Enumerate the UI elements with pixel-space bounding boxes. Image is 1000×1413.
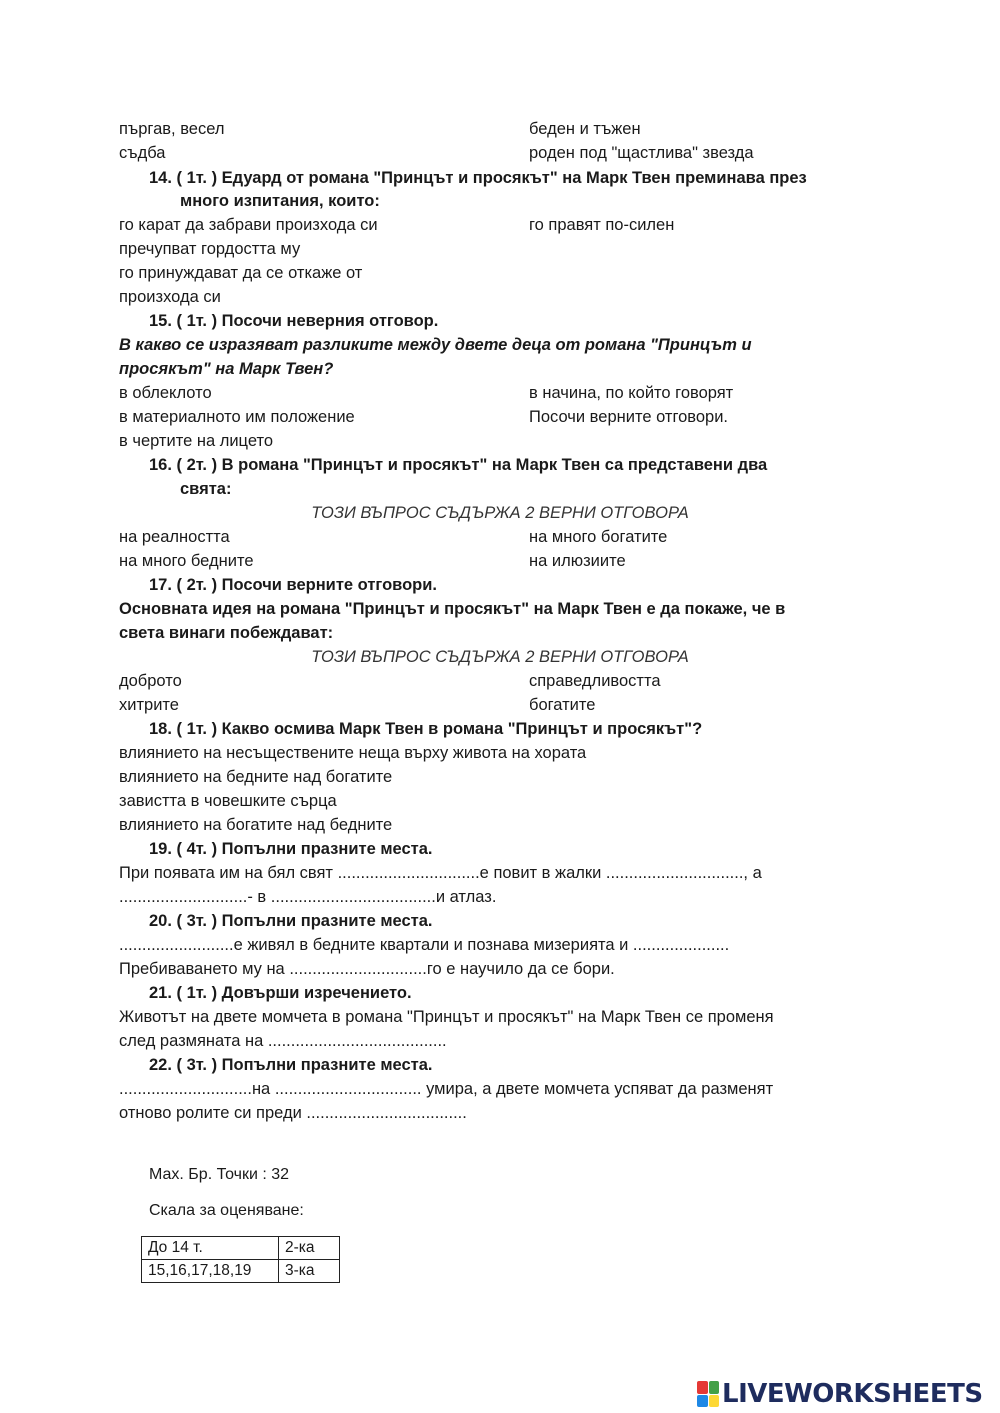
q21-text: Животът на двете момчета в романа "Принцът и просякът" на Марк Твен се променя [119,1008,774,1026]
question-14-header-cont: много изпитания, които: [180,192,380,210]
logo-square [709,1395,720,1408]
q14-option-b[interactable]: го правят по-силен [529,216,675,234]
q16-option-a[interactable]: на реалността [119,528,230,546]
grade-value-cell: 3-ка [279,1260,340,1283]
q17-note: ТОЗИ ВЪПРОС СЪДЪРЖА 2 ВЕРНИ ОТГОВОРА [311,648,689,666]
grading-scale-label: Скала за оценяване: [149,1202,304,1219]
q14-option-a[interactable]: го карат да забрави произхода си [119,216,378,234]
q16-option-b[interactable]: на много богатите [529,528,668,546]
question-21-header: 21. ( 1т. ) Довърши изречението. [149,984,412,1002]
liveworksheets-logo[interactable] [697,1378,983,1410]
q18-option[interactable]: влиянието на бедните над богатите [119,768,393,786]
option-left[interactable]: съдба [119,144,166,162]
grade-value-cell: 2-ка [279,1237,340,1260]
max-points: Мах. Бр. Точки : 32 [149,1166,290,1183]
question-18-header: 18. ( 1т. ) Какво осмива Марк Твен в романа "Принцът и просякът"? [149,720,703,738]
question-15-header: 15. ( 1т. ) Посочи неверния отговор. [149,312,439,330]
question-17-text: Основната идея на романа "Принцът и просякът" на Марк Твен е да покаже, че в [119,600,786,618]
liveworksheets-logo-icon [697,1381,719,1407]
q16-option-c[interactable]: на много бедните [119,552,254,570]
q18-option[interactable]: влиянието на богатите над бедните [119,816,393,834]
q17-option-a[interactable]: доброто [119,672,182,690]
q15-option-e[interactable]: в чертите на лицето [119,432,274,450]
option-right[interactable]: роден под "щастлива" звезда [529,144,754,162]
q16-note: ТОЗИ ВЪПРОС СЪДЪРЖА 2 ВЕРНИ ОТГОВОРА [311,504,689,522]
question-16-header: 16. ( 2т. ) В романа "Принцът и просякът" на Марк Твен са представени два [149,456,768,474]
question-16-header-cont: свята: [180,480,232,498]
grading-table [141,1236,340,1283]
question-20-header: 20. ( 3т. ) Попълни празните места. [149,912,433,930]
table-row [142,1237,340,1260]
q14-option-c[interactable]: пречупват гордостта му [119,240,301,258]
grade-range-cell: До 14 т. [142,1237,279,1260]
q15-option-d[interactable]: Посочи верните отговори. [529,408,729,426]
logo-square [709,1381,720,1394]
grade-range-cell: 15,16,17,18,19 [142,1260,279,1283]
q18-option[interactable]: влиянието на несъществените неща върху живота на хората [119,744,587,762]
question-15-text: В какво се изразяват разликите между двете деца от романа "Принцът и [119,336,752,354]
q20-fill-line[interactable]: Пребиваването му на ..............................го е научило да се бори. [119,960,615,978]
table-row [142,1260,340,1283]
q14-option-d-cont[interactable]: произхода си [119,288,221,306]
q18-option[interactable]: завистта в човешките сърца [119,792,337,810]
logo-square [697,1381,708,1394]
q14-option-d[interactable]: го принуждават да се откаже от [119,264,363,282]
q15-option-b[interactable]: в начина, по който говорят [529,384,734,402]
q19-fill-line[interactable]: ............................- в ....................................и атлаз. [119,888,497,906]
q20-fill-line[interactable]: .........................е живял в бедните квартали и познава мизерията и ..................... [119,936,730,954]
q17-option-b[interactable]: справедливостта [529,672,661,690]
logo-text: LIVEWORKSHEETS [722,1379,983,1409]
question-15-text-cont: просякът" на Марк Твен? [119,360,334,378]
question-17-header: 17. ( 2т. ) Посочи верните отговори. [149,576,437,594]
q22-fill-line[interactable]: отново ролите си преди ................................... [119,1104,467,1122]
question-19-header: 19. ( 4т. ) Попълни празните места. [149,840,433,858]
question-14-header: 14. ( 1т. ) Едуард от романа "Принцът и просякът" на Марк Твен преминава през [149,169,807,187]
question-17-text-cont: света винаги побеждават: [119,624,334,642]
q17-option-d[interactable]: богатите [529,696,596,714]
option-left[interactable]: пъргав, весел [119,120,225,138]
q15-option-c[interactable]: в материалното им положение [119,408,355,426]
q15-option-a[interactable]: в облеклото [119,384,212,402]
q22-fill-line[interactable]: .............................на ................................ умира, а двете момчета успяват да разменят [119,1080,774,1098]
logo-square [697,1395,708,1408]
question-22-header: 22. ( 3т. ) Попълни празните места. [149,1056,433,1074]
q17-option-c[interactable]: хитрите [119,696,179,714]
option-right[interactable]: беден и тъжен [529,120,641,138]
q16-option-d[interactable]: на илюзиите [529,552,626,570]
q21-fill-line[interactable]: след размяната на ....................................... [119,1032,447,1050]
q19-fill-line[interactable]: При появата им на бял свят ...............................е повит в жалки .............................., а [119,864,762,882]
